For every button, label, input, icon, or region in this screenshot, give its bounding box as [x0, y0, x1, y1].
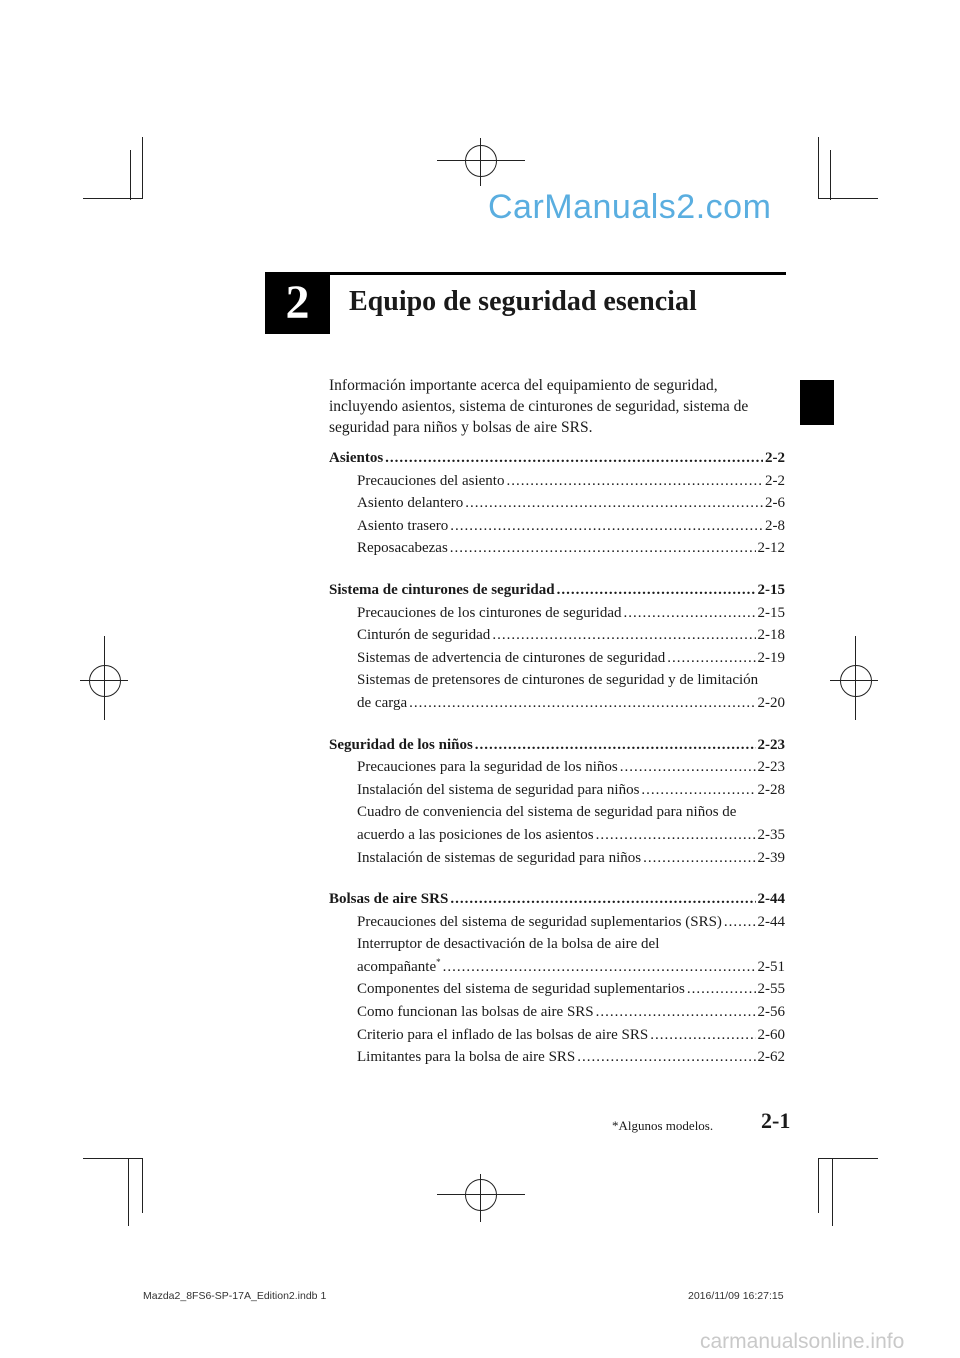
- dot-leader: [620, 756, 756, 779]
- toc-entry-title: Asiento delantero: [357, 495, 464, 512]
- dot-leader: [557, 579, 756, 602]
- toc-entry-line: Interruptor de desactivación de la bolsa de aire del: [357, 936, 660, 953]
- footnote: *Algunos modelos.: [612, 1118, 714, 1133]
- toc-entry-page: 2-8: [765, 517, 785, 534]
- toc-entry-page: 2-51: [757, 958, 785, 975]
- toc-section-heading: [329, 579, 785, 602]
- toc-entry: [329, 756, 785, 779]
- dot-leader: [409, 692, 755, 715]
- toc-entry-title: acuerdo a las posiciones de los asientos: [357, 826, 594, 843]
- toc-entry-page: 2-15: [757, 604, 785, 621]
- toc-entry-title: Como funcionan las bolsas de aire SRS: [357, 1004, 594, 1021]
- toc-entry-page: 2-15: [757, 581, 785, 598]
- toc-entry-title: Criterio para el inflado de las bolsas de aire SRS: [357, 1026, 649, 1043]
- toc-entry-page: 2-62: [757, 1049, 785, 1066]
- toc-section-heading: [329, 447, 785, 470]
- toc-entry-page: 2-39: [757, 849, 785, 866]
- table-of-contents: [329, 447, 785, 1088]
- toc-entry-line: Cuadro de conveniencia del sistema de seguridad para niños de: [357, 804, 737, 821]
- dot-leader: [475, 734, 756, 757]
- toc-entry: [329, 911, 785, 934]
- toc-entry-title: de carga: [357, 694, 408, 711]
- dot-leader: [450, 537, 756, 560]
- toc-section: [329, 447, 785, 560]
- toc-entry-title: Asiento trasero: [357, 517, 449, 534]
- toc-entry: [329, 692, 785, 715]
- dot-leader: [667, 647, 755, 670]
- toc-entry-title: Sistema de cinturones de seguridad: [329, 581, 555, 598]
- toc-entry-title: Componentes del sistema de seguridad suplementarios: [357, 981, 685, 998]
- toc-entry-title: Precauciones de los cinturones de seguridad: [357, 604, 622, 621]
- toc-entry-title: Precauciones del asiento: [357, 472, 505, 489]
- toc-section-heading: [329, 734, 785, 757]
- toc-entry-page: 2-2: [765, 472, 785, 489]
- toc-entry-page: 2-19: [757, 649, 785, 666]
- toc-entry-title: acompañante*: [357, 956, 441, 975]
- toc-entry-title: Sistemas de advertencia de cinturones de seguridad: [357, 649, 666, 666]
- dot-leader: [624, 602, 756, 625]
- toc-entry-page: 2-18: [757, 627, 785, 644]
- dot-leader: [724, 911, 756, 934]
- toc-entry: [329, 978, 785, 1001]
- toc-entry-title: Cinturón de seguridad: [357, 627, 491, 644]
- toc-entry-title: Seguridad de los niños: [329, 736, 473, 753]
- print-file-info: Mazda2_8FS6-SP-17A_Edition2.indb 1: [143, 1290, 327, 1302]
- toc-entry-page: 2-23: [757, 759, 785, 776]
- toc-entry: [329, 470, 785, 493]
- page-number: 2-1: [761, 1108, 791, 1133]
- toc-entry: [329, 847, 785, 870]
- toc-entry: [329, 602, 785, 625]
- toc-section: [329, 579, 785, 715]
- toc-entry-page: 2-23: [757, 736, 785, 753]
- dot-leader: [641, 779, 755, 802]
- toc-section: [329, 734, 785, 870]
- toc-entry-title: Asientos: [329, 450, 384, 466]
- toc-entry-page: 2-20: [757, 694, 785, 711]
- toc-entry: [329, 515, 785, 538]
- dot-leader: [643, 847, 755, 870]
- toc-entry-title: Precauciones del sistema de seguridad suplementarios (SRS): [357, 913, 722, 930]
- toc-entry-title: Instalación del sistema de seguridad para niños: [357, 781, 640, 798]
- toc-entry-title: Bolsas de aire SRS: [329, 891, 449, 908]
- toc-entry-page: 2-56: [757, 1004, 785, 1021]
- toc-entry: [329, 779, 785, 802]
- footnote-mark: *: [436, 956, 441, 967]
- toc-entry: [329, 956, 785, 979]
- dot-leader: [492, 624, 755, 647]
- dot-leader: [450, 888, 755, 911]
- toc-entry-page: 2-55: [757, 981, 785, 998]
- toc-entry: [329, 492, 785, 515]
- watermark-top: CarManuals2.com: [488, 188, 772, 226]
- toc-entry-title: Limitantes para la bolsa de aire SRS: [357, 1049, 576, 1066]
- dot-leader: [385, 447, 763, 470]
- print-date: 2016/11/09 16:27:15: [688, 1290, 784, 1302]
- toc-entry-page: 2-60: [757, 1026, 785, 1043]
- toc-entry: [329, 824, 785, 847]
- chapter-intro: Información importante acerca del equipamiento de seguridad, incluyendo asientos, sistema de cinturones de seguridad, sistema de seguridad para niños y bolsas de aire SRS.: [329, 377, 749, 436]
- toc-entry-page: 2-2: [765, 450, 785, 466]
- toc-entry-page: 2-6: [765, 495, 785, 512]
- toc-entry-title: Reposacabezas: [357, 540, 448, 557]
- dot-leader: [577, 1046, 755, 1069]
- toc-entry: [329, 1046, 785, 1069]
- toc-entry: [329, 1001, 785, 1024]
- toc-entry: [329, 624, 785, 647]
- dot-leader: [596, 1001, 756, 1024]
- dot-leader: [650, 1024, 755, 1047]
- chapter-rule: [265, 272, 786, 275]
- watermark-bottom: carmanualsonline.info: [700, 1330, 905, 1353]
- toc-entry: [329, 1024, 785, 1047]
- dot-leader: [465, 492, 763, 515]
- toc-entry-title: Precauciones para la seguridad de los niños: [357, 759, 618, 776]
- toc-entry: [329, 647, 785, 670]
- toc-entry-page: 2-35: [757, 826, 785, 843]
- chapter-side-tab: [800, 380, 834, 425]
- toc-entry: [329, 537, 785, 560]
- toc-entry-title: Instalación de sistemas de seguridad para niños: [357, 849, 642, 866]
- dot-leader: [506, 470, 763, 493]
- chapter-number: 2: [265, 272, 330, 334]
- toc-entry-page: 2-28: [757, 781, 785, 798]
- dot-leader: [596, 824, 756, 847]
- dot-leader: [450, 515, 763, 538]
- toc-section: [329, 888, 785, 1069]
- toc-section-heading: [329, 888, 785, 911]
- dot-leader: [687, 978, 756, 1001]
- chapter-title: Equipo de seguridad esencial: [349, 286, 697, 317]
- toc-entry-page: 2-44: [757, 913, 785, 930]
- dot-leader: [443, 956, 756, 979]
- toc-entry-page: 2-44: [757, 891, 785, 908]
- toc-entry-page: 2-12: [757, 540, 785, 557]
- toc-entry-line: Sistemas de pretensores de cinturones de seguridad y de limitación: [357, 672, 759, 689]
